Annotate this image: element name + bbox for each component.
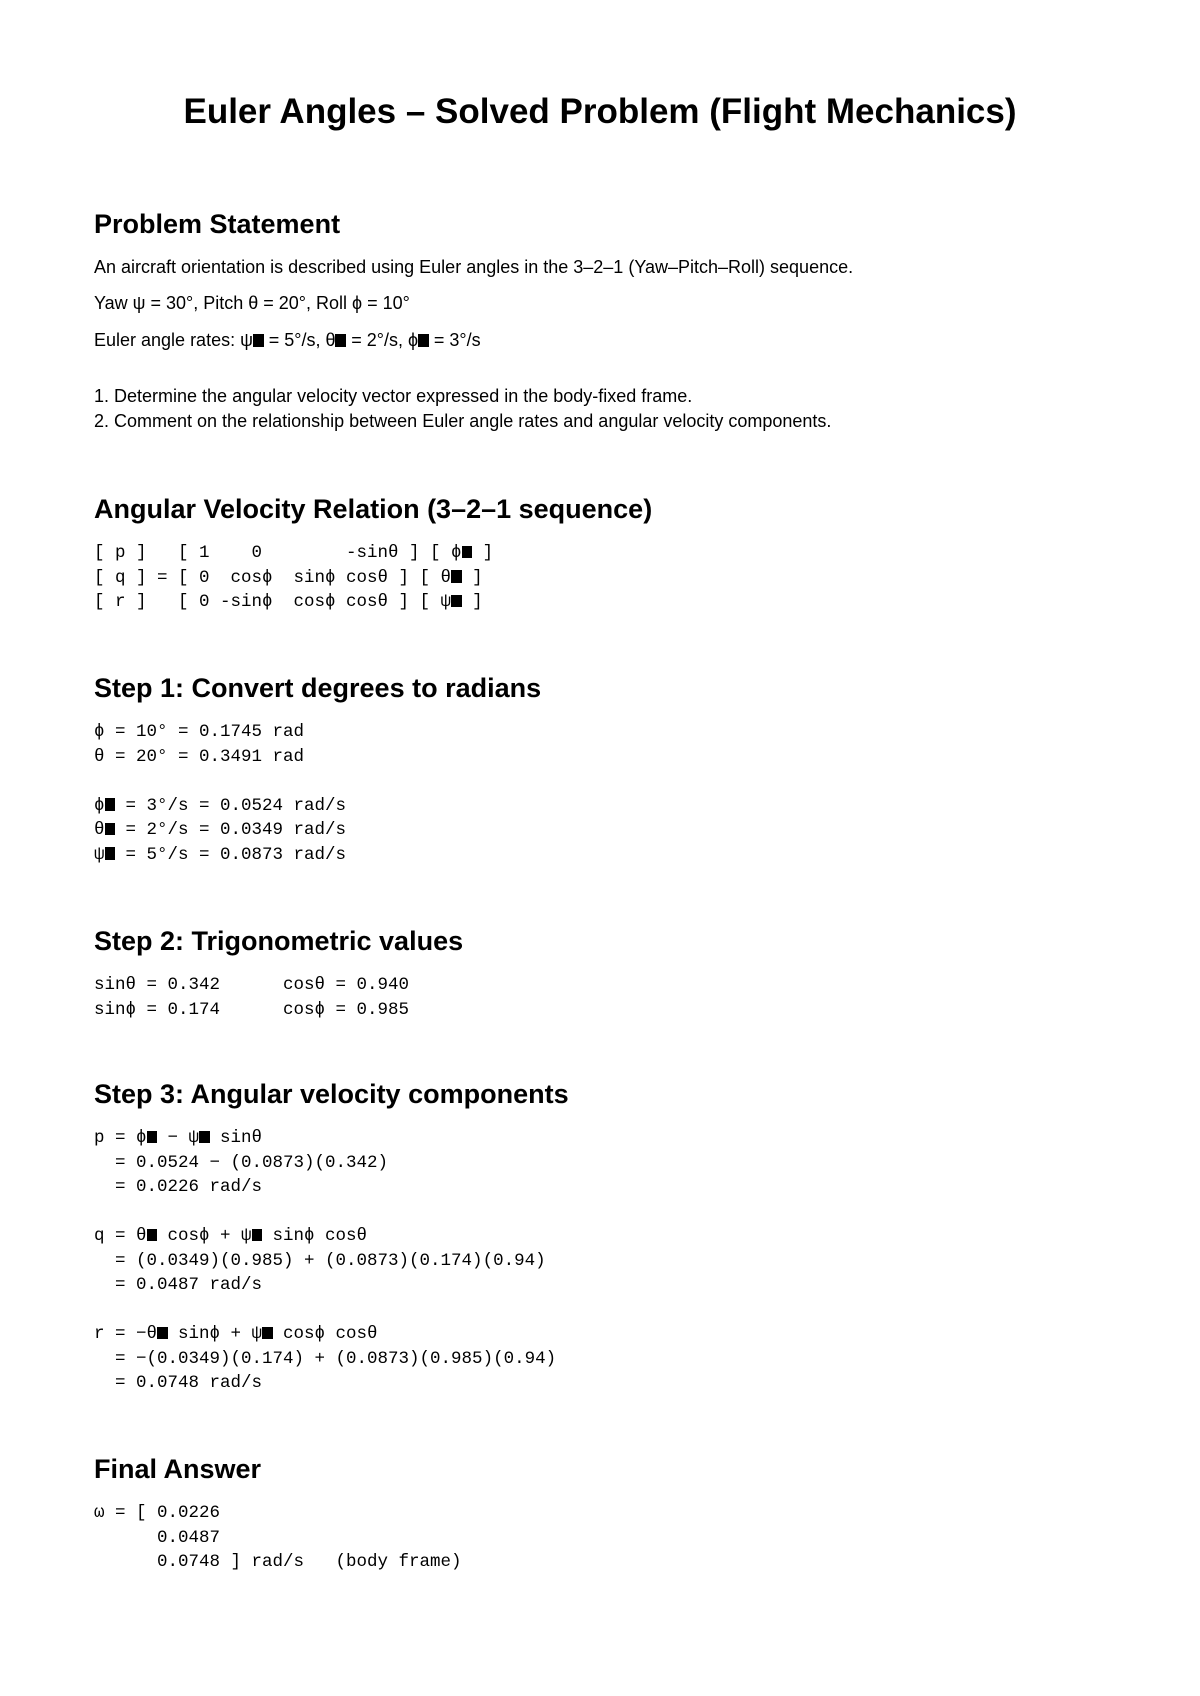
problem-line-1: An aircraft orientation is described using Euler angles in the 3–2–1 (Yaw–Pitch–Roll) sequence. [94,257,854,277]
step1-line: θ = 20° = 0.3491 rad [94,746,305,767]
final-line: ω = [ 0.0226 [94,1503,221,1523]
step2-line: sinϕ = 0.174 cosϕ = 0.985 [94,999,410,1020]
placeholder-glyph [147,1131,158,1144]
step3-heading: Step 3: Angular velocity components [94,1079,569,1109]
placeholder-glyph [451,595,462,608]
placeholder-glyph [157,1327,168,1340]
step3-line: = 0.0524 − (0.0873)(0.342) [94,1152,389,1173]
relation-heading: Angular Velocity Relation (3–2–1 sequence) [94,494,653,524]
step3-line: = −(0.0349)(0.174) + (0.0873)(0.985)(0.94) [94,1348,557,1369]
step1-line: θ = 2°/s = 0.0349 rad/s [94,820,347,840]
placeholder-glyph [418,334,429,347]
task-1: 1. Determine the angular velocity vector expressed in the body-fixed frame. [94,386,693,406]
final-line: 0.0487 [94,1527,221,1548]
placeholder-glyph [105,798,116,811]
placeholder-glyph [147,1229,158,1242]
relation-matrix-line: [ p ] [ 1 0 -sinθ ] [ ϕ ] [94,543,494,563]
placeholder-glyph [199,1131,210,1144]
placeholder-glyph [105,847,116,860]
final-heading: Final Answer [94,1454,262,1484]
step3-line: = (0.0349)(0.985) + (0.0873)(0.174)(0.94) [94,1250,546,1271]
placeholder-glyph [105,823,116,836]
step3-line: = 0.0226 rad/s [94,1177,263,1197]
step3-line: = 0.0748 rad/s [94,1373,263,1393]
step1-line: ψ = 5°/s = 0.0873 rad/s [94,844,347,865]
step3-line: r = −θ sinϕ + ψ cosϕ cosθ [94,1324,378,1344]
placeholder-glyph [335,334,346,347]
placeholder-glyph [262,1327,273,1340]
relation-matrix-line: [ q ] = [ 0 cosϕ sinϕ cosθ ] [ θ ] [94,567,483,588]
step2-line: sinθ = 0.342 cosθ = 0.940 [94,975,410,995]
final-line: 0.0748 ] rad/s (body frame) [94,1552,462,1572]
placeholder-glyph [252,1229,263,1242]
step1-line: ϕ = 10° = 0.1745 rad [94,722,305,742]
placeholder-glyph [451,570,462,583]
problem-line-2: Yaw ψ = 30°, Pitch θ = 20°, Roll ϕ = 10° [94,293,410,313]
placeholder-glyph [253,334,264,347]
step3-line: p = ϕ − ψ sinθ [94,1128,263,1148]
problem-line-3: Euler angle rates: ψ = 5°/s, θ = 2°/s, ϕ = 3°/s [94,330,481,350]
problem-heading: Problem Statement [94,209,341,239]
page-title: Euler Angles – Solved Problem (Flight Mechanics) [183,92,1017,131]
placeholder-glyph [462,546,473,559]
step1-line: ϕ = 3°/s = 0.0524 rad/s [94,795,347,816]
step3-line: = 0.0487 rad/s [94,1275,263,1295]
step3-line: q = θ cosϕ + ψ sinϕ cosθ [94,1226,368,1246]
relation-matrix-line: [ r ] [ 0 -sinϕ cosϕ cosθ ] [ ψ ] [94,592,483,612]
step1-heading: Step 1: Convert degrees to radians [94,673,542,703]
task-2: 2. Comment on the relationship between Euler angle rates and angular velocity components. [94,411,832,431]
step2-heading: Step 2: Trigonometric values [94,926,464,956]
